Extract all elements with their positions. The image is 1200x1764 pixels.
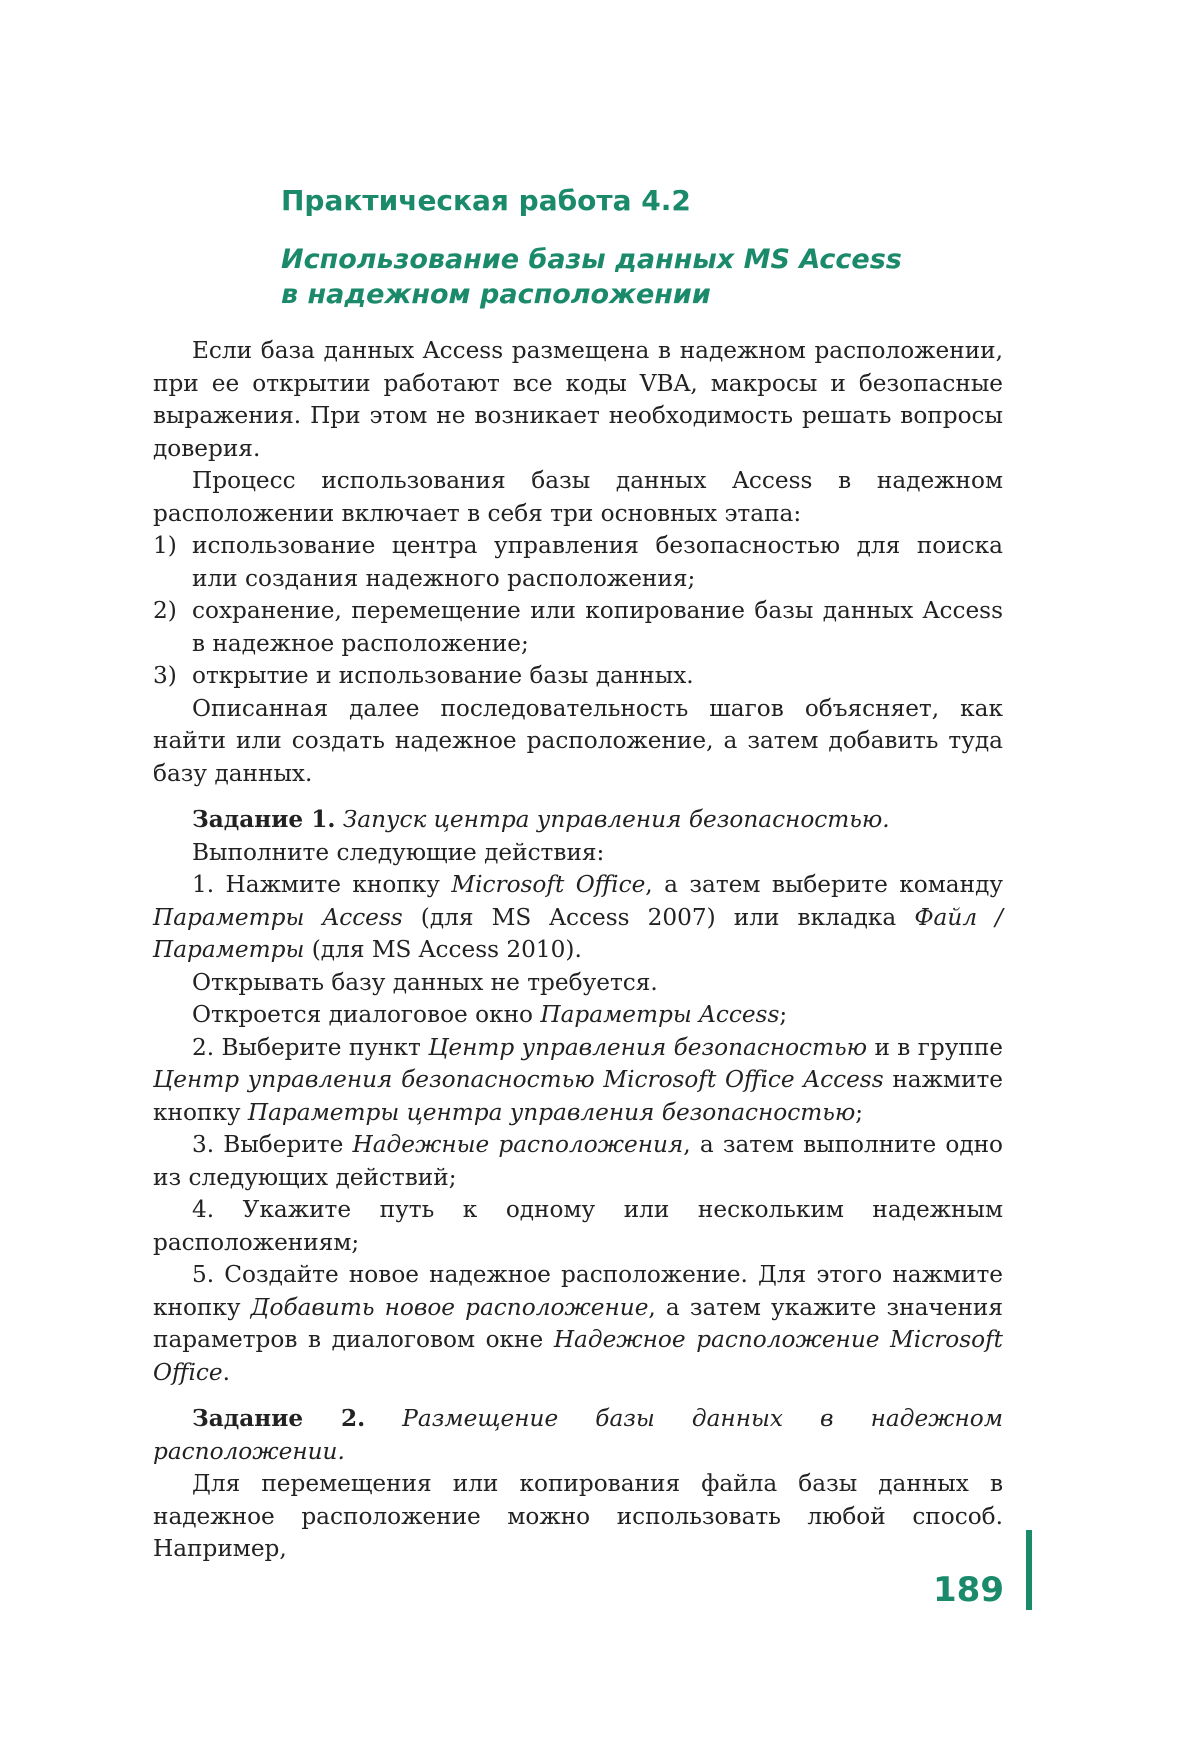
stage-text: открытие и использование базы данных.: [192, 662, 694, 689]
stage-text: использование центра управления безопасностью для поиска или создания надежного расположения;: [192, 532, 1003, 592]
task1-heading: [153, 804, 1003, 837]
task2-label: Задание 2.: [192, 1405, 366, 1432]
task1-step-1: 1. Нажмите кнопку Microsoft Office, а затем выберите команду Параметры Access (для MS Access 2007) или вкладка Файл / Параметры (для MS Access 2010).: [153, 871, 1003, 963]
stage-item: [153, 660, 1003, 693]
task2-heading: [153, 1403, 1003, 1468]
page-edge-bar: [1026, 1530, 1032, 1610]
task1-step-3: 3. Выберите Надежные расположения, а затем выполните одно из следующих действий;: [153, 1131, 1004, 1191]
page-body: [153, 335, 1003, 1566]
stage-number: 1): [153, 532, 177, 559]
practical-work-title: Практическая работа 4.2: [281, 184, 691, 217]
task1-lead: Выполните следующие действия:: [192, 838, 605, 866]
task2-title: Размещение базы данных в надежном расположении.: [153, 1405, 1003, 1465]
task1-label: Задание 1.: [192, 806, 336, 833]
practical-work-subtitle: [281, 242, 981, 312]
intro-paragraph-3: Описанная далее последовательность шагов объясняет, как найти или создать надежное расположение, а затем добавить туда базу данных.: [153, 694, 1003, 787]
stage-text: сохранение, перемещение или копирование базы данных Access в надежное расположение;: [192, 597, 1003, 657]
task2-paragraph: Для перемещения или копирования файла базы данных в надежное расположение можно использовать любой способ. Например,: [153, 1470, 1003, 1562]
task1-step-2: 2. Выберите пункт Центр управления безопасностью и в группе Центр управления безопасностью Microsoft Office Access нажмите кнопку Параметры центра управления безопасностью;: [153, 1033, 1004, 1126]
stage-number: 3): [153, 662, 177, 689]
subtitle-line-2: в надежном расположении: [281, 279, 711, 310]
stage-item: [153, 595, 1003, 660]
task1-note-2: Откроется диалоговое окно Параметры Access;: [192, 1001, 788, 1028]
task1-title: Запуск центра управления безопасностью.: [342, 806, 890, 833]
intro-paragraph-2: Процесс использования базы данных Access в надежном расположении включает в себя три основных этапа:: [153, 467, 1003, 527]
stage-item: [153, 530, 1003, 595]
intro-paragraph-1: Если база данных Access размещена в надежном расположении, при ее открытии работают все коды VBA, макросы и безопасные выражения. При этом не возникает необходимость решать вопросы доверия.: [153, 337, 1004, 462]
task1-step-5: 5. Создайте новое надежное расположение. Для этого нажмите кнопку Добавить новое расположение, а затем укажите значения параметров в диалоговом окне Надежное расположение Microsoft Office.: [153, 1261, 1004, 1386]
page-number: 189: [933, 1570, 1004, 1610]
task1-step-4: 4. Укажите путь к одному или нескольким надежным расположениям;: [153, 1196, 1003, 1256]
subtitle-line-1: Использование базы данных MS Access: [281, 244, 902, 275]
stage-number: 2): [153, 597, 177, 624]
task1-note-1: Открывать базу данных не требуется.: [192, 968, 658, 996]
